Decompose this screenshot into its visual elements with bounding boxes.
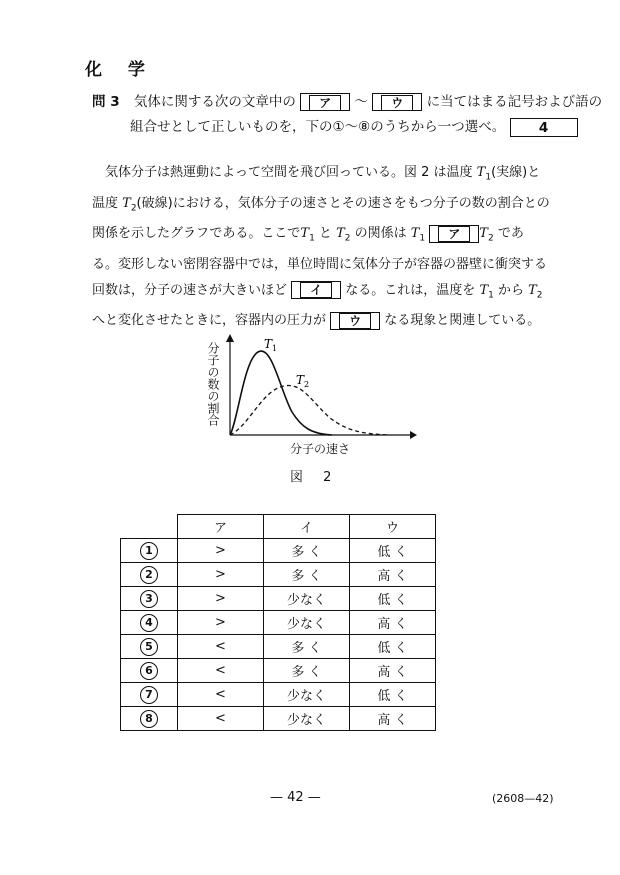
choice-u-cell xyxy=(350,707,436,731)
page-code: (2608—42) xyxy=(492,792,554,805)
choice-i: 多 く xyxy=(291,545,322,560)
choice-u: 低 く xyxy=(377,689,408,704)
answer-box[interactable]: 4 xyxy=(510,118,578,137)
symbol-t: T xyxy=(336,226,345,242)
choice-a: < xyxy=(215,663,226,678)
passage-line xyxy=(92,252,562,278)
choice-number: 5 xyxy=(140,638,158,656)
header-blank xyxy=(121,515,178,539)
choice-a: > xyxy=(215,567,226,582)
label-t2: $T_2$ xyxy=(296,373,310,389)
y-axis-label: 分子の数の割合 xyxy=(206,342,220,426)
question-text: 気体に関する次の文章中の xyxy=(133,94,296,110)
choice-i-cell xyxy=(264,683,350,707)
symbol-t: T xyxy=(479,282,489,298)
choice-a: > xyxy=(215,591,226,606)
subscript: 1 xyxy=(419,233,426,244)
subscript: 1 xyxy=(309,233,315,244)
choice-number: 4 xyxy=(140,614,158,632)
passage-line xyxy=(92,278,562,309)
text: へと変化させたときに，容器内の圧力が xyxy=(92,313,327,329)
choice-u-cell xyxy=(350,635,436,659)
choice-number: 8 xyxy=(140,710,158,728)
table-row[interactable] xyxy=(121,635,436,659)
blank-box-u xyxy=(372,93,422,111)
blank-label-u: ウ xyxy=(339,313,371,329)
choice-u-cell xyxy=(350,563,436,587)
x-axis-arrow-icon xyxy=(410,431,417,439)
choice-a-cell xyxy=(178,563,264,587)
choice-a: < xyxy=(215,711,226,726)
page-number: — 42 — xyxy=(270,790,321,805)
text: 温度 xyxy=(92,195,123,211)
choice-u: 高 く xyxy=(377,569,408,584)
text: る。変形しない密閉容器中では，単位時間に気体分子が容器の器壁に衝突する xyxy=(92,256,548,272)
label-t1: $T_1$ xyxy=(264,337,278,353)
text: (実線)と xyxy=(491,165,541,180)
choice-a-cell xyxy=(178,635,264,659)
blank-box-a xyxy=(429,225,479,243)
choice-i: 多 く xyxy=(291,665,322,680)
choice-i-cell xyxy=(264,659,350,683)
subscript: 1 xyxy=(485,172,492,183)
choice-i-cell xyxy=(264,539,350,563)
table-row[interactable] xyxy=(121,659,436,683)
subject-heading: 化 学 xyxy=(85,60,155,80)
choice-a-cell xyxy=(178,683,264,707)
figure-2-graph xyxy=(200,330,420,460)
choice-number: 7 xyxy=(140,686,158,704)
subscript: 2 xyxy=(344,233,351,244)
choice-a: > xyxy=(215,543,226,558)
choice-i: 少なく xyxy=(286,689,326,704)
table-header-row xyxy=(121,515,436,539)
blank-label-i: イ xyxy=(300,282,332,298)
curve-t2-dashed xyxy=(230,385,390,435)
choice-u: 低 く xyxy=(377,545,408,560)
subscript: 2 xyxy=(130,203,137,214)
choice-i-cell xyxy=(264,707,350,731)
text: から xyxy=(493,282,529,298)
choice-u-cell xyxy=(350,659,436,683)
passage-line xyxy=(92,221,562,252)
passage-line xyxy=(92,191,562,222)
subscript: 1 xyxy=(488,290,494,301)
choice-a-cell xyxy=(178,707,264,731)
choice-number: 3 xyxy=(140,590,158,608)
choice-u-cell xyxy=(350,539,436,563)
choice-number: 2 xyxy=(140,566,158,584)
choice-a-cell xyxy=(178,611,264,635)
choice-number-cell xyxy=(121,587,178,611)
text: 気体分子は熱運動によって空間を飛び回っている。図 2 は温度 xyxy=(92,165,477,180)
choice-number-cell xyxy=(121,539,178,563)
text: (破線)における，気体分子の速さとその速さをもつ分子の数の割合との xyxy=(136,195,550,211)
choice-u: 高 く xyxy=(377,665,408,680)
choice-u-cell xyxy=(350,587,436,611)
symbol-t: T xyxy=(122,195,131,211)
table-row[interactable] xyxy=(121,707,436,731)
header-a: ア xyxy=(178,515,264,539)
choice-a-cell xyxy=(178,539,264,563)
text: なる。これは，温度を xyxy=(345,282,480,298)
question-line-1 xyxy=(92,92,602,112)
choice-u: 低 く xyxy=(377,593,408,608)
text: と xyxy=(314,226,337,242)
blank-box-a xyxy=(300,93,350,111)
choice-number-cell xyxy=(121,611,178,635)
text: であ xyxy=(493,226,524,242)
text: なる現象と関連している。 xyxy=(384,313,541,329)
table-row[interactable] xyxy=(121,683,436,707)
choice-u-cell xyxy=(350,611,436,635)
passage-line xyxy=(92,160,562,191)
choice-a: > xyxy=(215,615,226,630)
choice-a: < xyxy=(215,687,226,702)
symbol-t: T xyxy=(476,165,486,180)
subscript: 2 xyxy=(487,233,494,244)
choice-number-cell xyxy=(121,563,178,587)
choice-i-cell xyxy=(264,635,350,659)
choice-number-cell xyxy=(121,659,178,683)
choice-number-cell xyxy=(121,635,178,659)
header-u: ウ xyxy=(350,515,436,539)
symbol-t: T xyxy=(410,226,420,242)
figure-caption: 図 2 xyxy=(290,470,340,485)
choice-a: < xyxy=(215,639,226,654)
choice-i: 多 く xyxy=(291,569,322,584)
choice-number: 6 xyxy=(140,662,158,680)
choice-i: 多 く xyxy=(291,641,322,656)
table-row[interactable] xyxy=(121,563,436,587)
choice-i-cell xyxy=(264,611,350,635)
choice-u: 高 く xyxy=(377,713,408,728)
symbol-t: T xyxy=(300,226,310,242)
symbol-t: T xyxy=(528,282,537,298)
text: の関係は xyxy=(350,226,411,242)
blank-label-a: ア xyxy=(309,95,341,111)
curve-t1-solid xyxy=(230,351,332,435)
choice-u: 低 く xyxy=(377,641,408,656)
question-text: 組合せとして正しいものを，下の①〜⑧のうちから一つ選べ。 xyxy=(130,119,506,135)
choice-i: 少なく xyxy=(286,713,326,728)
x-axis-label: 分子の速さ xyxy=(290,442,351,456)
blank-label-u: ウ xyxy=(381,95,413,111)
choice-i-cell xyxy=(264,587,350,611)
question-text: に当てはまる記号および語の xyxy=(426,94,603,110)
table-row[interactable] xyxy=(121,611,436,635)
choice-number-cell xyxy=(121,683,178,707)
text: 関係を示したグラフである。ここで xyxy=(92,226,301,242)
table-row[interactable] xyxy=(121,587,436,611)
subscript: 2 xyxy=(536,290,543,301)
blank-label-a: ア xyxy=(438,226,470,242)
choice-a-cell xyxy=(178,659,264,683)
choice-u: 高 く xyxy=(377,617,408,632)
header-i: イ xyxy=(264,515,350,539)
passage xyxy=(92,160,562,334)
choice-i: 少なく xyxy=(286,593,326,608)
question-line-2 xyxy=(130,117,578,137)
table-row[interactable] xyxy=(121,539,436,563)
tilde: 〜 xyxy=(354,94,368,110)
choice-a-cell xyxy=(178,587,264,611)
blank-box-i xyxy=(291,281,341,299)
choice-i: 少なく xyxy=(286,617,326,632)
choice-u-cell xyxy=(350,683,436,707)
choice-number-cell xyxy=(121,707,178,731)
choice-i-cell xyxy=(264,563,350,587)
answer-choices-table xyxy=(120,514,436,731)
y-axis-arrow-icon xyxy=(226,334,234,342)
symbol-t: T xyxy=(479,226,488,242)
question-number: 問 3 xyxy=(92,94,120,110)
choice-number: 1 xyxy=(140,542,158,560)
text: 回数は，分子の速さが大きいほど xyxy=(92,282,288,298)
blank-box-u xyxy=(330,312,380,330)
